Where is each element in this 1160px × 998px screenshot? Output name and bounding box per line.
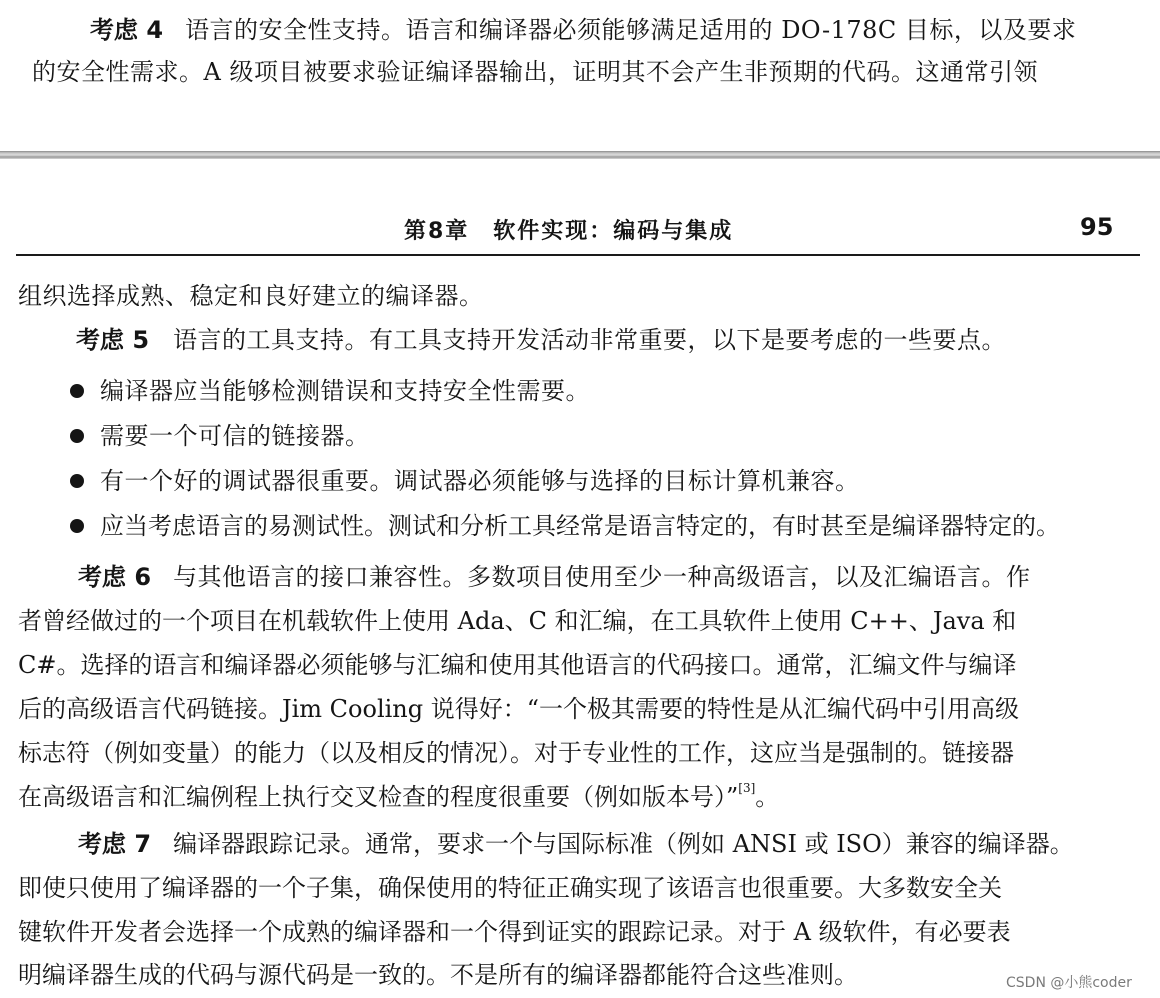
prev-page-line-1 bbox=[90, 15, 1076, 45]
consideration-7-line-2: 即使只使用了编译器的一个子集，确保使用的特征正确实现了该语言也很重要。大多数安全关 bbox=[18, 874, 1002, 902]
citation-ref: [3] bbox=[738, 781, 756, 795]
chapter-running-head: 第8章 软件实现：编码与集成 bbox=[404, 219, 734, 244]
consideration-7-text: 编译器跟踪记录。通常，要求一个与国际标准（例如 ANSI 或 ISO）兼容的编译器。 bbox=[173, 830, 1074, 858]
prev-page-line-2: 的安全性需求。A 级项目被要求验证编译器输出，证明其不会产生非预期的代码。这通常引领 bbox=[32, 58, 1038, 86]
consideration-6-line-4: 后的高级语言代码链接。Jim Cooling 说得好：“一个极其需要的特性是从汇编代码中引用高级 bbox=[18, 695, 1020, 723]
end-punct: 。 bbox=[755, 783, 780, 811]
consideration-5-text: 语言的工具支持。有工具支持开发活动非常重要，以下是要考虑的一些要点。 bbox=[173, 326, 1007, 354]
bullet-dot bbox=[70, 474, 84, 488]
header-rule bbox=[16, 254, 1140, 256]
bullet-item: 编译器应当能够检测错误和支持安全性需要。 bbox=[100, 377, 590, 405]
consideration-7-label: 考虑 7 bbox=[78, 830, 152, 858]
consideration-6-line-6 bbox=[18, 782, 779, 812]
consideration-6-line-1 bbox=[78, 562, 1031, 592]
consideration-4-text: 语言的安全性支持。语言和编译器必须能够满足适用的 DO-178C 目标，以及要求 bbox=[185, 16, 1077, 44]
bullet-item: 有一个好的调试器很重要。调试器必须能够与选择的目标计算机兼容。 bbox=[100, 467, 860, 495]
page-break-divider bbox=[0, 151, 1160, 159]
consideration-5-line bbox=[76, 325, 1006, 355]
consideration-6-label: 考虑 6 bbox=[78, 563, 152, 591]
consideration-6-text: 与其他语言的接口兼容性。多数项目使用至少一种高级语言，以及汇编语言。作 bbox=[173, 563, 1031, 591]
bullet-dot bbox=[70, 519, 84, 533]
consideration-6-line-3: C#。选择的语言和编译器必须能够与汇编和使用其他语言的代码接口。通常，汇编文件与编译 bbox=[18, 651, 1017, 679]
consideration-6-line-5: 标志符（例如变量）的能力（以及相反的情况）。对于专业性的工作，这应当是强制的。链接器 bbox=[18, 739, 1014, 767]
csdn-watermark: CSDN @小熊coder bbox=[1006, 975, 1132, 991]
page-number: 95 bbox=[1080, 213, 1114, 241]
bullet-dot bbox=[70, 429, 84, 443]
consideration-5-label: 考虑 5 bbox=[76, 326, 150, 354]
consideration-6-line-2: 者曾经做过的一个项目在机载软件上使用 Ada、C 和汇编，在工具软件上使用 C++、Java 和 bbox=[18, 607, 1017, 635]
consideration-7-line-3: 键软件开发者会选择一个成熟的编译器和一个得到证实的跟踪记录。对于 A 级软件，有必要表 bbox=[18, 918, 1011, 946]
consideration-7-line-4: 明编译器生成的代码与源代码是一致的。不是所有的编译器都能符合这些准则。 bbox=[18, 961, 858, 989]
consideration-4-label: 考虑 4 bbox=[90, 16, 164, 44]
continuation-line: 组织选择成熟、稳定和良好建立的编译器。 bbox=[18, 282, 484, 310]
bullet-dot bbox=[70, 384, 84, 398]
consideration-7-line-1 bbox=[78, 829, 1074, 859]
consideration-6-line-6-text: 在高级语言和汇编例程上执行交叉检查的程度很重要（例如版本号）” bbox=[18, 783, 739, 811]
bullet-item: 需要一个可信的链接器。 bbox=[100, 422, 370, 450]
bullet-item: 应当考虑语言的易测试性。测试和分析工具经常是语言特定的，有时甚至是编译器特定的。 bbox=[100, 512, 1060, 540]
